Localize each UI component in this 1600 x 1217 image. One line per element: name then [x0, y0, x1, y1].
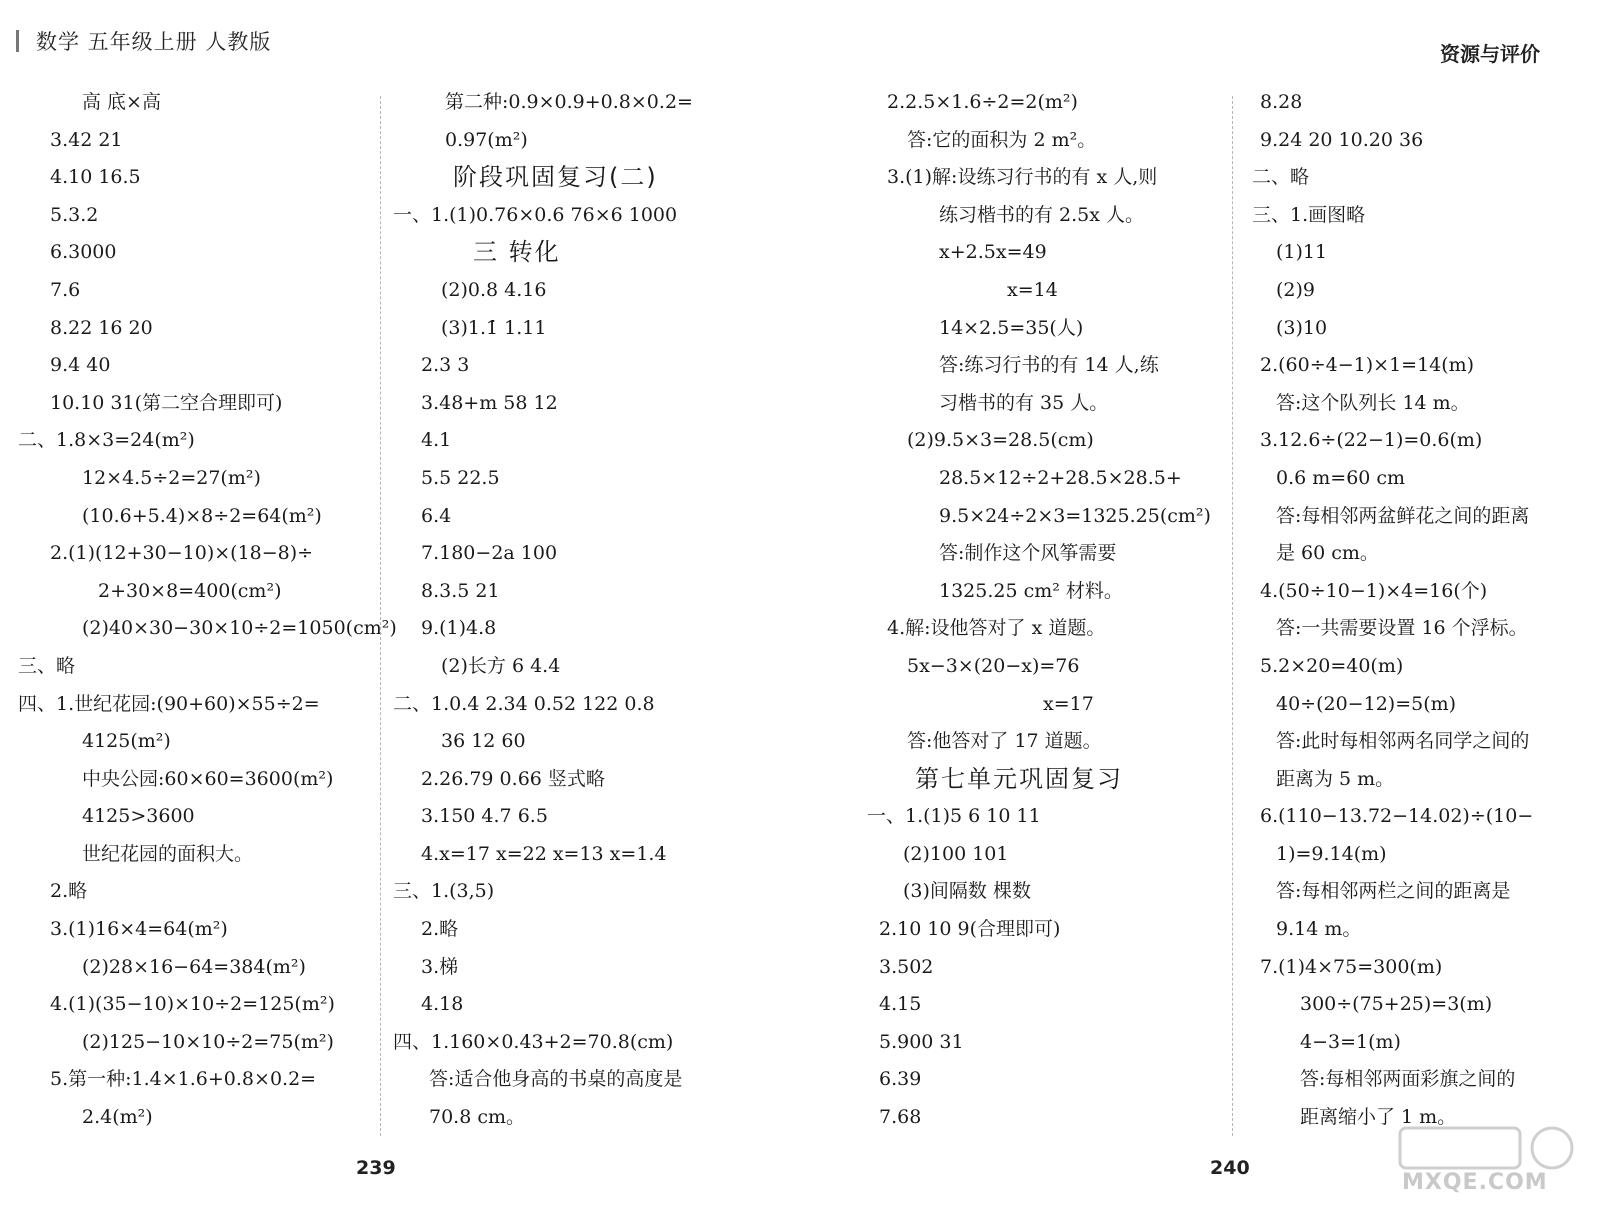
- answer-line: 是 60 cm。: [1276, 542, 1379, 565]
- answer-line: 4.10 16.5: [50, 166, 141, 189]
- page-number-right: 240: [1210, 1157, 1250, 1179]
- answer-line: 36 12 60: [441, 730, 526, 753]
- answer-line: 4125>3600: [82, 805, 195, 828]
- answer-line: 答:这个队列长 14 m。: [1276, 391, 1470, 414]
- column-divider: [380, 96, 381, 1136]
- answer-line: 5x−3×(20−x)=76: [907, 654, 1080, 677]
- answer-line: 2.(60÷4−1)×1=14(m): [1260, 354, 1475, 377]
- answer-line: 二、1.8×3=24(m²): [18, 429, 195, 452]
- answer-column-2: [393, 84, 693, 1137]
- answer-line: 第二种:0.9×0.9+0.8×0.2=: [445, 91, 693, 113]
- answer-line: 2.略: [50, 880, 88, 903]
- answer-line: 10.10 31(第二空合理即可): [50, 391, 283, 414]
- answer-line: 距离缩小了 1 m。: [1300, 1106, 1457, 1129]
- section-heading: 阶段巩固复习(二): [453, 163, 658, 192]
- answer-line: 2.10 10 9(合理即可): [879, 918, 1061, 941]
- answer-line: 14×2.5=35(人): [939, 316, 1084, 339]
- answer-line: 4.x=17 x=22 x=13 x=1.4: [421, 842, 667, 865]
- answer-line: 高 底×高: [82, 91, 161, 113]
- answer-line: (3)10: [1276, 316, 1328, 339]
- answer-line: 1)=9.14(m): [1276, 842, 1387, 865]
- answer-line: x=17: [1043, 692, 1094, 715]
- answer-line: 三、略: [18, 654, 76, 677]
- section-heading: 三 转化: [473, 238, 561, 267]
- answer-line: 答:练习行书的有 14 人,练: [939, 354, 1159, 377]
- answer-line: 3.(1)16×4=64(m²): [50, 918, 228, 941]
- answer-line: 0.97(m²): [445, 128, 528, 151]
- answer-line: (2)125−10×10÷2=75(m²): [82, 1030, 334, 1053]
- answer-column-4: [1252, 84, 1533, 1137]
- answer-line: (3)1.1̇ 1.11: [441, 316, 547, 339]
- answer-line: 1325.25 cm² 材料。: [939, 579, 1123, 602]
- answer-line: 5.3.2: [50, 203, 99, 226]
- answer-line: 3.梯: [421, 955, 459, 978]
- answer-line: 12×4.5÷2=27(m²): [82, 466, 261, 489]
- answer-line: 四、1.160×0.43+2=70.8(cm): [393, 1030, 674, 1053]
- answer-line: 4.(1)(35−10)×10÷2=125(m²): [50, 993, 335, 1016]
- answer-line: 2.26.79 0.66 竖式略: [421, 767, 605, 790]
- answer-line: 2.3 3: [421, 354, 470, 377]
- answer-line: 答:每相邻两盆鲜花之间的距离: [1276, 504, 1530, 527]
- answer-line: 28.5×12÷2+28.5×28.5+: [939, 466, 1182, 489]
- answer-line: (2)100 101: [903, 842, 1009, 865]
- book-title-header: 数学 五年级上册 人教版: [36, 30, 272, 54]
- answer-line: (2)28×16−64=384(m²): [82, 955, 306, 978]
- answer-line: 三、1.画图略: [1252, 203, 1366, 226]
- answer-line: 二、略: [1252, 166, 1310, 189]
- answer-line: 4.18: [421, 993, 464, 1016]
- series-title-header: 资源与评价: [1440, 42, 1540, 66]
- answer-line: 7.180−2a 100: [421, 542, 558, 565]
- answer-line: x=14: [1007, 278, 1058, 301]
- answer-line: 一、1.(1)5 6 10 11: [867, 805, 1041, 828]
- watermark-logo: [1392, 1124, 1582, 1206]
- answer-line: 5.900 31: [879, 1030, 964, 1053]
- answer-line: 答:此时每相邻两名同学之间的: [1276, 730, 1530, 753]
- answer-line: 答:一共需要设置 16 个浮标。: [1276, 617, 1528, 640]
- answer-line: 习楷书的有 35 人。: [939, 391, 1109, 414]
- answer-line: 四、1.世纪花园:(90+60)×55÷2=: [18, 692, 320, 715]
- answer-line: 8.22 16 20: [50, 316, 153, 339]
- answer-line: 答:制作这个风筝需要: [939, 542, 1117, 565]
- answer-line: 答:每相邻两面彩旗之间的: [1300, 1068, 1516, 1091]
- answer-line: 6.4: [421, 504, 452, 527]
- answer-line: 4.1: [421, 429, 452, 452]
- answer-line: 5.2×20=40(m): [1260, 654, 1404, 677]
- header-mark: [16, 30, 19, 52]
- answer-line: 7.68: [879, 1106, 922, 1129]
- answer-line: 三、1.(3,5): [393, 880, 495, 903]
- answer-line: 70.8 cm。: [429, 1106, 526, 1129]
- answer-line: 2+30×8=400(cm²): [98, 579, 282, 602]
- answer-line: (3)间隔数 棵数: [903, 880, 1031, 903]
- answer-line: 5.5 22.5: [421, 466, 500, 489]
- answer-line: 答:适合他身高的书桌的高度是: [429, 1068, 683, 1091]
- answer-line: 8.28: [1260, 91, 1303, 113]
- answer-line: 3.150 4.7 6.5: [421, 805, 548, 828]
- answer-line: 答:每相邻两栏之间的距离是: [1276, 880, 1511, 903]
- answer-line: 6.3000: [50, 241, 117, 264]
- answer-line: 9.5×24÷2×3=1325.25(cm²): [939, 504, 1211, 527]
- answer-line: 2.(1)(12+30−10)×(18−8)÷: [50, 542, 314, 565]
- answer-line: (10.6+5.4)×8÷2=64(m²): [82, 504, 322, 527]
- answer-line: 4.(50÷10−1)×4=16(个): [1260, 579, 1488, 602]
- answer-line: 中央公园:60×60=3600(m²): [82, 767, 334, 790]
- answer-line: 4.15: [879, 993, 922, 1016]
- answer-line: (1)11: [1276, 241, 1328, 264]
- answer-line: (2)0.8 4.16: [441, 278, 547, 301]
- answer-line: 4.解:设他答对了 x 道题。: [887, 617, 1106, 640]
- answer-column-1: [18, 84, 397, 1137]
- answer-line: (2)9.5×3=28.5(cm): [907, 429, 1094, 452]
- answer-line: 3.42 21: [50, 128, 123, 151]
- watermark-text: MXQE.COM: [1402, 1170, 1548, 1195]
- answer-line: 练习楷书的有 2.5x 人。: [939, 203, 1145, 226]
- answer-line: 9.14 m。: [1276, 918, 1362, 941]
- answer-line: 一、1.(1)0.76×0.6 76×6 1000: [393, 203, 678, 226]
- answer-line: 9.24 20 10.20 36: [1260, 128, 1424, 151]
- answer-column-3: [867, 84, 1211, 1137]
- answer-line: x+2.5x=49: [939, 241, 1047, 264]
- answer-line: 9.4 40: [50, 354, 111, 377]
- answer-line: 世纪花园的面积大。: [82, 842, 254, 865]
- answer-line: 3.502: [879, 955, 934, 978]
- answer-line: 6.(110−13.72−14.02)÷(10−: [1260, 805, 1534, 828]
- answer-line: (2)9: [1276, 278, 1316, 301]
- answer-line: 2.略: [421, 918, 459, 941]
- answer-line: 4−3=1(m): [1300, 1030, 1401, 1053]
- answer-line: (2)长方 6 4.4: [441, 654, 561, 677]
- answer-line: 答:它的面积为 2 m²。: [907, 128, 1097, 151]
- answer-line: 4125(m²): [82, 730, 171, 753]
- answer-line: (2)40×30−30×10÷2=1050(cm²): [82, 617, 397, 640]
- answer-line: 距离为 5 m。: [1276, 767, 1395, 790]
- answer-line: 答:他答对了 17 道题。: [907, 730, 1102, 753]
- section-heading: 第七单元巩固复习: [915, 764, 1123, 793]
- column-divider: [1232, 96, 1233, 1136]
- answer-line: 0.6 m=60 cm: [1276, 466, 1406, 489]
- answer-line: 5.第一种:1.4×1.6+0.8×0.2=: [50, 1068, 317, 1091]
- answer-line: 3.48+m 58 12: [421, 391, 558, 414]
- answer-line: 40÷(20−12)=5(m): [1276, 692, 1457, 715]
- answer-line: 二、1.0.4 2.34 0.52 122 0.8: [393, 692, 655, 715]
- answer-line: 7.6: [50, 278, 81, 301]
- answer-line: 2.4(m²): [82, 1106, 153, 1129]
- answer-line: 3.12.6÷(22−1)=0.6(m): [1260, 429, 1483, 452]
- answer-line: 3.(1)解:设练习行书的有 x 人,则: [887, 166, 1158, 189]
- answer-line: 9.(1)4.8: [421, 617, 497, 640]
- answer-line: 2.2.5×1.6÷2=2(m²): [887, 91, 1078, 113]
- page-number-left: 239: [356, 1157, 396, 1179]
- answer-line: 6.39: [879, 1068, 922, 1091]
- answer-line: 300÷(75+25)=3(m): [1300, 993, 1493, 1016]
- answer-line: 8.3.5 21: [421, 579, 500, 602]
- answer-line: 7.(1)4×75=300(m): [1260, 955, 1443, 978]
